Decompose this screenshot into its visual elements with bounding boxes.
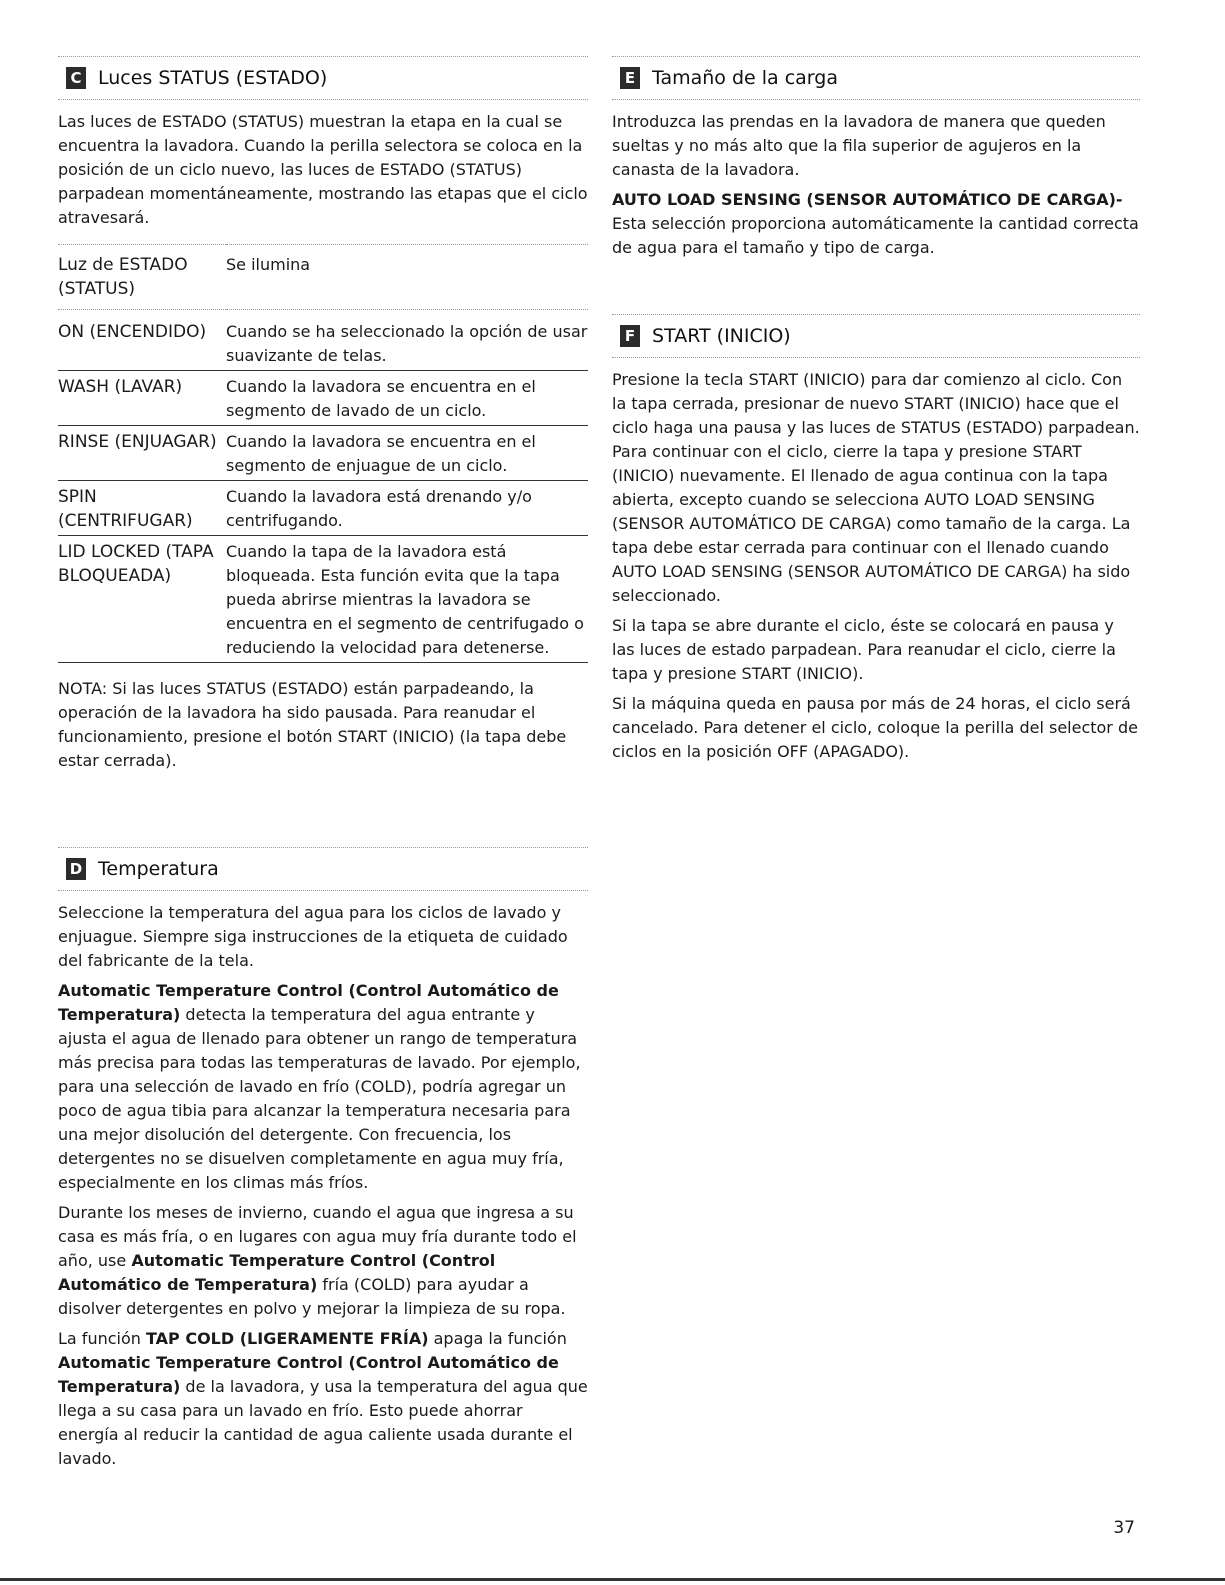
table-cell-desc: Cuando la lavadora está drenando y/o centrifugando. [226, 481, 588, 536]
load-size-paragraph-1: Introduzca las prendas en la lavadora de manera que queden sueltas y no más alto que la fila superior de agujeros en la canasta de la lavadora. [612, 112, 1106, 179]
temperature-paragraph-1: Seleccione la temperatura del agua para los ciclos de lavado y enjuague. Siempre siga instrucciones de la etiqueta de cuidado del fabricante de la tela. [58, 903, 568, 970]
table-cell-light: WASH (LAVAR) [58, 371, 226, 426]
table-header-desc: Se ilumina [226, 245, 588, 310]
section-load-size [612, 56, 1140, 260]
start-paragraph-1: Presione la tecla START (INICIO) para dar comienzo al ciclo. Con la tapa cerrada, presionar de nuevo START (INICIO) hace que el ciclo haga una pausa y las luces de STATUS (ESTADO) parpadean. Para continuar con el ciclo, cierre la tapa y presione START (INICIO) nuevamente. El llenado de agua continua con la tapa abierta, excepto cuando se selecciona AUTO LOAD SENSING (SENSOR AUTOMÁTICO DE CARGA) como tamaño de la carga. La tapa debe estar cerrada para continuar con el llenado cuando AUTO LOAD SENSING (SENSOR AUTOMÁTICO DE CARGA) ha sido seleccionado. [612, 370, 1140, 605]
section-title: Luces STATUS (ESTADO) [98, 67, 328, 89]
table-cell-light: LID LOCKED (TAPA BLOQUEADA) [58, 536, 226, 663]
status-note: NOTA: Si las luces STATUS (ESTADO) están parpadeando, la operación de la lavadora ha sido pausada. Para reanudar el funcionamiento, presione el botón START (INICIO) (la tapa debe estar cerrada). [58, 679, 567, 770]
left-column [58, 56, 588, 1471]
section-title: START (INICIO) [652, 325, 791, 347]
section-badge: E [620, 67, 640, 89]
table-row [58, 481, 588, 536]
section-header [58, 847, 588, 891]
table-header-row [58, 245, 588, 310]
section-badge: F [620, 325, 640, 347]
bold-term: TAP COLD (LIGERAMENTE FRÍA) [145, 1329, 429, 1348]
paragraph-text: La función [58, 1329, 146, 1348]
bottom-rule [0, 1578, 1225, 1581]
section-start [612, 314, 1140, 764]
section-header [612, 314, 1140, 358]
section-header [612, 56, 1140, 100]
auto-load-sensing-heading: AUTO LOAD SENSING (SENSOR AUTOMÁTICO DE CARGA)- [612, 190, 1123, 209]
bold-term: Automatic Temperature Control (Control Automático de Temperatura) [58, 981, 559, 1024]
table-header-light: Luz de ESTADO (STATUS) [58, 245, 226, 310]
table-row [58, 310, 588, 371]
paragraph-text: fría (COLD) para ayudar a disolver detergentes en polvo y mejorar la limpieza de su ropa. [58, 1275, 566, 1318]
bold-term: Automatic Temperature Control (Control Automático de Temperatura) [58, 1251, 496, 1294]
table-cell-desc: Cuando la lavadora se encuentra en el segmento de lavado de un ciclo. [226, 371, 588, 426]
table-cell-light: RINSE (ENJUAGAR) [58, 426, 226, 481]
section-status-lights [58, 56, 588, 773]
bold-term: Automatic Temperature Control (Control Automático de Temperatura) [58, 1353, 559, 1396]
load-size-paragraph-2: Esta selección proporciona automáticamente la cantidad correcta de agua para el tamaño y tipo de carga. [612, 214, 1139, 257]
table-cell-desc: Cuando la tapa de la lavadora está bloqueada. Esta función evita que la tapa pueda abrirse mientras la lavadora se encuentra en el segmento de centrifugado o reduciendo la velocidad para detenerse. [226, 536, 588, 663]
section-title: Temperatura [98, 858, 219, 880]
temperature-paragraph-4 [58, 1327, 588, 1471]
section-header [58, 56, 588, 100]
table-row [58, 536, 588, 663]
section-temperature [58, 847, 588, 1471]
page-number: 37 [1113, 1518, 1135, 1538]
temperature-paragraph-2 [58, 979, 588, 1195]
right-column [612, 56, 1140, 764]
paragraph-text: de la lavadora, y usa la temperatura del agua que llega a su casa para un lavado en frío. Esto puede ahorrar energía al reducir la cantidad de agua caliente usada durante el lavado. [58, 1377, 588, 1468]
section-intro: Las luces de ESTADO (STATUS) muestran la etapa en la cual se encuentra la lavadora. Cuando la perilla selectora se coloca en la posición de un ciclo nuevo, las luces de ESTADO (STATUS) parpadean momentáneamente, mostrando las etapas que el ciclo atravesará. [58, 112, 588, 227]
temperature-paragraph-3 [58, 1201, 588, 1321]
paragraph-text: apaga la función [428, 1329, 567, 1348]
section-badge: D [66, 858, 86, 880]
start-paragraph-3: Si la máquina queda en pausa por más de 24 horas, el ciclo será cancelado. Para detener el ciclo, coloque la perilla del selector de ciclos en la posición OFF (APAGADO). [612, 694, 1138, 761]
start-paragraph-2: Si la tapa se abre durante el ciclo, éste se colocará en pausa y las luces de estado parpadean. Para reanudar el ciclo, cierre la tapa y presione START (INICIO). [612, 616, 1116, 683]
table-row [58, 426, 588, 481]
paragraph-text: detecta la temperatura del agua entrante y ajusta el agua de llenado para obtener un rango de temperatura más precisa para todas las temperaturas de lavado. Por ejemplo, para una selección de lavado en frío (COLD), podría agregar un poco de agua tibia para alcanzar la temperatura necesaria para una mejor disolución del detergente. Con frecuencia, los detergentes no se disuelven completamente en agua muy fría, especialmente en los climas más fríos. [58, 1005, 581, 1192]
table-cell-desc: Cuando se ha seleccionado la opción de usar suavizante de telas. [226, 310, 588, 371]
section-badge: C [66, 67, 86, 89]
status-lights-table [58, 244, 588, 663]
paragraph-text: Durante los meses de invierno, cuando el agua que ingresa a su casa es más fría, o en lugares con agua muy fría durante todo el año, use [58, 1203, 577, 1270]
table-row [58, 371, 588, 426]
section-title: Tamaño de la carga [652, 67, 838, 89]
table-cell-desc: Cuando la lavadora se encuentra en el segmento de enjuague de un ciclo. [226, 426, 588, 481]
table-cell-light: SPIN (CENTRIFUGAR) [58, 481, 226, 536]
table-cell-light: ON (ENCENDIDO) [58, 310, 226, 371]
